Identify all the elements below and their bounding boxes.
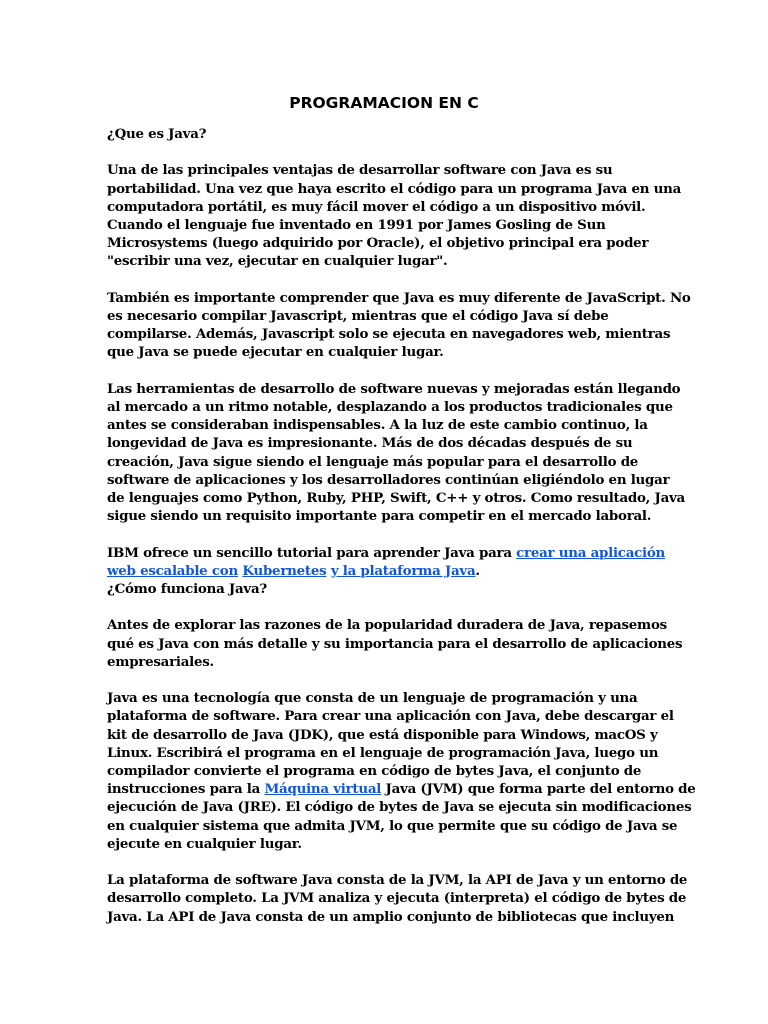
- text-line: kit de desarrollo de Java (JDK), que está disponible para Windows, macOS y: [107, 726, 658, 743]
- text-line: También es importante comprender que Java es muy diferente de JavaScript. No: [107, 289, 691, 306]
- document-title: PROGRAMACION EN C: [289, 94, 479, 112]
- text-line: qué es Java con más detalle y su importancia para el desarrollo de aplicaciones: [107, 635, 683, 652]
- text-line: Antes de explorar las razones de la popularidad duradera de Java, repasemos: [107, 617, 667, 634]
- paragraph-ventajas: [107, 161, 682, 270]
- text-line: Java es una tecnología que consta de un lenguaje de programación y una: [107, 690, 638, 707]
- paragraph-javascript: [107, 289, 691, 362]
- text-line: [107, 562, 667, 580]
- text-line: software de aplicaciones y los desarrolladores continúan eligiéndolo en lugar: [107, 471, 670, 488]
- text-line: Una de las principales ventajas de desarrollar software con Java es su: [107, 162, 613, 179]
- text-line: "escribir una vez, ejecutar en cualquier lugar".: [107, 253, 448, 270]
- sentence-period: .: [475, 562, 480, 579]
- text-line: creación, Java sigue siendo el lenguaje más popular para el desarrollo de: [107, 453, 639, 470]
- jvm-line-end: Java (JVM) que forma parte del entorno de: [381, 781, 696, 798]
- text-line: compilarse. Además, Javascript solo se ejecuta en navegadores web, mientras: [107, 326, 671, 343]
- paragraph-plataforma: [107, 871, 688, 926]
- text-line: desarrollo completo. La JVM analiza y ejecuta (interpreta) el código de bytes de: [107, 890, 687, 907]
- text-line: es necesario compilar Javascript, mientras que el código Java sí debe: [107, 308, 609, 324]
- text-line: sigue siendo un requisito importante para competir en el mercado laboral.: [107, 508, 652, 525]
- text-line: plataforma de software. Para crear una aplicación con Java, debe descargar el: [107, 708, 674, 725]
- jvm-line-start: instrucciones para la: [107, 781, 265, 798]
- document-body: [107, 125, 696, 926]
- text-line: longevidad de Java es impresionante. Más de dos décadas después de su: [107, 435, 633, 452]
- text-line: portabilidad. Una vez que haya escrito el código para un programa Java en una: [107, 180, 682, 197]
- paragraph-herramientas: [107, 380, 685, 526]
- ibm-tutorial-text: IBM ofrece un sencillo tutorial para aprender Java para: [107, 544, 517, 561]
- link-plataforma-java[interactable]: y la plataforma Java: [330, 562, 476, 579]
- text-line: La plataforma de software Java consta de la JVM, la API de Java y un entorno de: [107, 872, 688, 889]
- text-line: [107, 780, 696, 798]
- link-kubernetes[interactable]: Kubernetes: [242, 562, 327, 579]
- text-line: Java. La API de Java consta de un amplio conjunto de bibliotecas que incluyen: [107, 908, 675, 925]
- heading-como-funciona: ¿Cómo funciona Java?: [107, 581, 267, 598]
- paragraph-ibm-tutorial: [107, 544, 667, 580]
- paragraph-tecnologia: [107, 689, 696, 853]
- text-line: antes se consideraban indispensables. A la luz de este cambio continuo, la: [107, 417, 648, 434]
- text-line: en cualquier sistema que admita JVM, lo que permite que su código de Java se: [107, 817, 678, 834]
- text-line: empresariales.: [107, 653, 214, 670]
- text-line: Linux. Escribirá el programa en el lenguaje de programación Java, luego un: [107, 744, 659, 761]
- text-line: computadora portátil, es muy fácil mover el código a un dispositivo móvil.: [107, 198, 646, 215]
- text-line: [107, 544, 667, 562]
- paragraph-popularidad: [107, 616, 683, 671]
- link-crear-aplicacion[interactable]: crear una aplicación: [516, 544, 666, 561]
- text-line: al mercado a un ritmo notable, desplazando a los productos tradicionales que: [107, 399, 673, 415]
- text-line: que Java se puede ejecutar en cualquier lugar.: [107, 344, 444, 361]
- text-line: de lenguajes como Python, Ruby, PHP, Swift, C++ y otros. Como resultado, Java: [107, 490, 685, 507]
- text-line: ejecute en cualquier lugar.: [107, 835, 302, 852]
- text-line: Las herramientas de desarrollo de software nuevas y mejoradas están llegando: [107, 380, 681, 397]
- link-web-escalable[interactable]: web escalable con: [107, 562, 238, 579]
- text-line: Microsystems (luego adquirido por Oracle), el objetivo principal era poder: [107, 235, 649, 252]
- text-line: ejecución de Java (JRE). El código de bytes de Java se ejecuta sin modificaciones: [107, 799, 692, 816]
- text-line: compilador convierte el programa en código de bytes Java, el conjunto de: [107, 763, 642, 780]
- heading-que-es-java: ¿Que es Java?: [107, 126, 207, 142]
- text-line: Cuando el lenguaje fue inventado en 1991 por James Gosling de Sun: [107, 217, 606, 233]
- link-maquina-virtual[interactable]: Máquina virtual: [264, 781, 382, 798]
